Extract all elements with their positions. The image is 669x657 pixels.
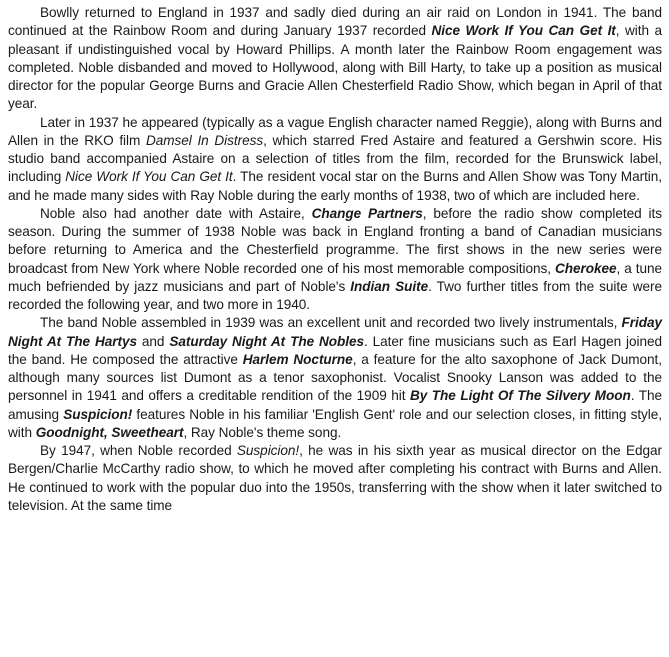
song-title: Indian Suite xyxy=(350,278,429,294)
paragraph-1 xyxy=(8,4,662,114)
paragraph-2 xyxy=(8,114,662,205)
text-run: . The amusing xyxy=(8,388,663,422)
text-run: Later in 1937 he appeared (typically as a vague English character named Reggie), along with Burns and Allen in the RKO film xyxy=(8,114,662,148)
text-run: By 1947, when Noble recorded xyxy=(40,443,237,458)
text-run: Bowlly returned to England in 1937 and sadly died during an air raid on London in 1941. The band continued at the Rainbow Room and during January 1937 recorded xyxy=(8,5,662,39)
song-title: Nice Work If You Can Get It xyxy=(431,23,616,39)
song-title-italic: Suspicion! xyxy=(236,443,300,458)
paragraph-4 xyxy=(8,314,662,442)
song-title: Saturday Night At The Nobles xyxy=(169,333,365,349)
text-run: and xyxy=(136,333,170,349)
song-title: Suspicion! xyxy=(63,406,133,422)
text-run: . The resident vocal star on the Burns and Allen Show was Tony Martin, and he made many sides with Ray Noble during the early months of 1938, two of which are included here. xyxy=(8,169,663,203)
text-run: . Later fine musicians such as Earl Hagen joined the band. He composed the attractive xyxy=(8,333,662,367)
song-title: Friday Night At The Hartys xyxy=(8,315,662,349)
text-run: , he was in his sixth year as musical director on the Edgar Bergen/Charlie McCarthy radio show, to which he moved after completing his contract with Burns and Allen. He continued to work with the popular duo into the 1950s, transferring with the show when it later switched to television. At the same time xyxy=(8,443,662,513)
song-title: Goodnight, Sweetheart xyxy=(35,424,184,440)
text-run: , a tune much befriended by jazz musicians and part of Noble's xyxy=(8,260,662,294)
film-title: Damsel In Distress xyxy=(145,132,264,148)
song-title: Harlem Nocturne xyxy=(242,351,353,367)
text-run: . Two further titles from the suite were recorded the following year, and two more in 1940. xyxy=(8,278,662,312)
article-body xyxy=(8,4,662,515)
text-run: features Noble in his familiar 'English Gent' role and our selection closes, in fitting style, with xyxy=(8,406,662,440)
text-run: , Ray Noble's theme song. xyxy=(183,424,342,440)
song-title: By The Light Of The Silvery Moon xyxy=(409,388,631,404)
text-run: Noble also had another date with Astaire, xyxy=(40,205,312,221)
song-title: Cherokee xyxy=(554,260,617,276)
paragraph-5 xyxy=(8,442,662,515)
text-run: , with a pleasant if undistinguished vocal by Howard Phillips. A month later the Rainbow Room engagement was completed. Noble disbanded and moved to Hollywood, along with Bill Harty, to take up a position as musical director for the popular George Burns and Gracie Allen Chesterfield Radio Show, which began in April of that year. xyxy=(8,23,663,112)
text-run: The band Noble assembled in 1939 was an excellent unit and recorded two lively instrumentals, xyxy=(40,315,622,331)
paragraph-3 xyxy=(8,205,662,315)
text-run: , which starred Fred Astaire and featured a Gershwin score. His studio band accompanied Astaire on a selection of titles from the film, recorded for the Brunswick label, including xyxy=(8,132,663,185)
song-title-italic: Nice Work If You Can Get It xyxy=(65,169,233,185)
text-run: , before the radio show completed its season. During the summer of 1938 Noble was back in England fronting a band of Canadian musicians before returning to America and the Chesterfield programme. The first shows in the new series were broadcast from New York where Noble recorded one of his most memorable compositions, xyxy=(8,205,662,276)
text-run: , a feature for the alto saxophone of Jack Dumont, although many sources list Dumont as a tenor saxophonist. Vocalist Snooky Lanson was added to the personnel in 1941 and offers a creditable rendition of the 1909 hit xyxy=(8,351,662,404)
song-title: Change Partners xyxy=(311,205,423,221)
